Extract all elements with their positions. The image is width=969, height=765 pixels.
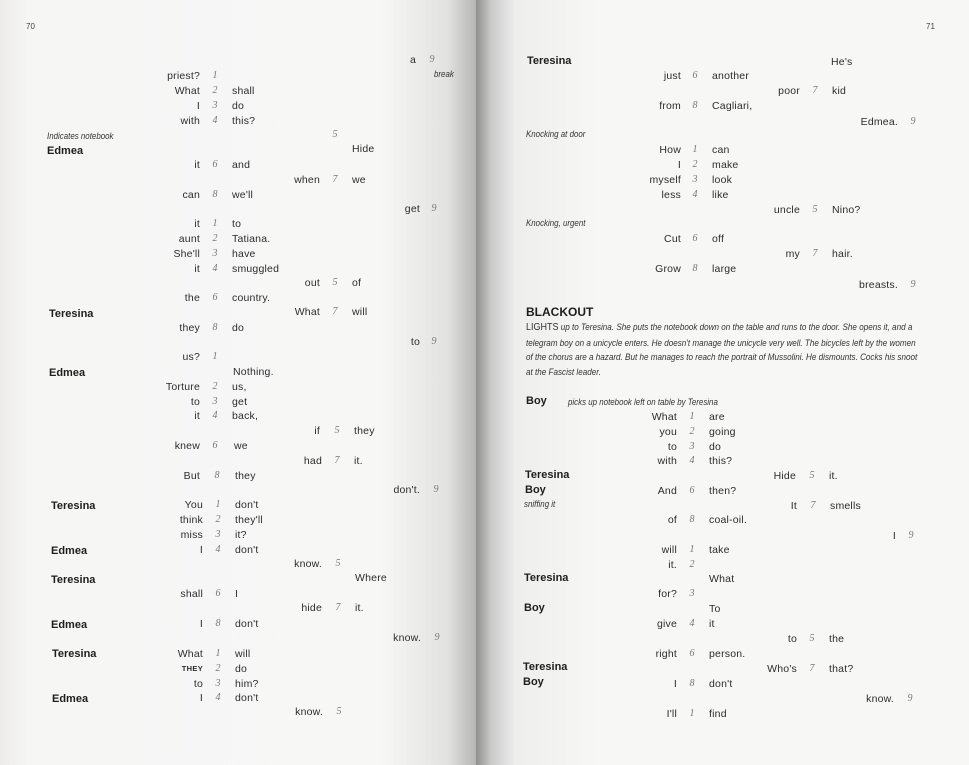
word: What bbox=[177, 648, 203, 660]
word: shall bbox=[232, 85, 255, 97]
line-number: 3 bbox=[215, 678, 221, 689]
left-page bbox=[0, 0, 476, 765]
word: the bbox=[829, 633, 845, 645]
word: know. bbox=[866, 693, 894, 705]
word: a bbox=[410, 54, 417, 66]
word: myself bbox=[649, 174, 681, 186]
line-number: 2 bbox=[689, 426, 695, 437]
word: to bbox=[190, 396, 200, 408]
line-number: 6 bbox=[692, 70, 698, 81]
speaker-name: Teresina bbox=[527, 55, 572, 67]
word: my bbox=[785, 248, 800, 260]
stage-direction: sniffing it bbox=[524, 499, 556, 509]
word: do bbox=[709, 441, 722, 453]
word: How bbox=[659, 144, 681, 156]
word: with bbox=[180, 115, 200, 127]
word: breasts. bbox=[859, 279, 898, 291]
line-number: 7 bbox=[335, 602, 341, 613]
word: smells bbox=[830, 500, 861, 512]
word: had bbox=[303, 455, 322, 467]
word: just bbox=[663, 70, 681, 82]
word: aunt bbox=[178, 233, 200, 245]
line-number: 9 bbox=[907, 693, 913, 704]
word: get bbox=[404, 203, 420, 215]
speaker-name: Edmea bbox=[49, 367, 86, 379]
speaker-name: Teresina bbox=[52, 648, 97, 660]
word: What bbox=[174, 85, 200, 97]
stage-direction: picks up notebook left on table by Teresina bbox=[568, 397, 718, 407]
word: will bbox=[661, 544, 677, 556]
word: country. bbox=[232, 292, 271, 304]
word: like bbox=[712, 189, 729, 201]
word: it? bbox=[235, 529, 247, 541]
word: will bbox=[352, 306, 368, 318]
word: large bbox=[712, 263, 737, 275]
word: right bbox=[655, 648, 677, 660]
word: don't bbox=[235, 618, 259, 630]
line-number: 6 bbox=[215, 588, 221, 599]
line-number: 3 bbox=[689, 588, 695, 599]
speaker-name: Boy bbox=[523, 676, 544, 688]
line-number: 2 bbox=[212, 85, 218, 96]
word: coal-oil. bbox=[709, 514, 747, 526]
word: I bbox=[235, 588, 239, 600]
word: know. bbox=[393, 632, 421, 644]
line-number: 9 bbox=[429, 54, 435, 65]
line-number: 4 bbox=[212, 410, 218, 421]
speaker-name: Boy bbox=[524, 602, 545, 614]
line-number: 3 bbox=[689, 441, 695, 452]
word: do bbox=[232, 322, 245, 334]
word: going bbox=[709, 426, 736, 438]
word: Cagliari, bbox=[712, 100, 753, 112]
word: I bbox=[199, 618, 203, 630]
word: Hide bbox=[352, 143, 375, 155]
scene-heading: BLACKOUT bbox=[526, 305, 594, 319]
word: it bbox=[709, 618, 715, 630]
line-number: 3 bbox=[212, 248, 218, 259]
word: knew bbox=[174, 440, 200, 452]
word: when bbox=[294, 174, 320, 186]
line-number: 7 bbox=[810, 500, 816, 511]
word: they bbox=[235, 470, 256, 482]
line-number: 8 bbox=[214, 470, 220, 481]
word: know. bbox=[295, 706, 323, 718]
word: I bbox=[199, 544, 203, 556]
line-number: 1 bbox=[692, 144, 698, 155]
word: do bbox=[232, 100, 245, 112]
line-number: 7 bbox=[812, 248, 818, 259]
line-number: 6 bbox=[692, 233, 698, 244]
speaker-name: Teresina bbox=[523, 661, 568, 673]
word: I bbox=[892, 530, 896, 542]
line-number: 5 bbox=[332, 277, 338, 288]
speaker-name: Edmea bbox=[51, 619, 88, 631]
line-number: 8 bbox=[689, 514, 695, 525]
line-number: 7 bbox=[332, 306, 338, 317]
line-number: 8 bbox=[215, 618, 221, 629]
word: this? bbox=[232, 115, 256, 127]
word: you bbox=[659, 426, 677, 438]
line-number: 5 bbox=[809, 633, 815, 644]
word: don't bbox=[709, 678, 733, 690]
word: You bbox=[184, 499, 203, 511]
stage-direction-text: up to Teresina. She puts the notebook down on the table and runs to the door. She opens it, and a telegram boy on a unicycle enters. He doesn't manage the unicycle very well. The bicycles left by the women of the chorus are a hazard. But he manages to reach the portrait of Mussolini. He dismounts. Cocks his snoot at the Fascist leader. bbox=[526, 322, 918, 377]
word: it. bbox=[668, 559, 677, 571]
word: us? bbox=[182, 351, 200, 363]
line-number: 1 bbox=[689, 411, 695, 422]
line-number: 7 bbox=[332, 174, 338, 185]
speaker-name: Teresina bbox=[525, 469, 570, 481]
word: give bbox=[656, 618, 677, 630]
word: What bbox=[709, 573, 735, 585]
line-number: 4 bbox=[692, 189, 698, 200]
word: I bbox=[196, 100, 200, 112]
word: person. bbox=[709, 648, 746, 660]
line-number: 1 bbox=[212, 351, 218, 362]
line-number: 1 bbox=[212, 70, 218, 81]
word: have bbox=[232, 248, 256, 260]
word: don't bbox=[235, 692, 259, 704]
line-number: 5 bbox=[812, 204, 818, 215]
line-number: 6 bbox=[212, 159, 218, 170]
word: know. bbox=[294, 558, 322, 570]
stage-direction: break bbox=[434, 69, 454, 79]
lights-cue: LIGHTS bbox=[526, 322, 559, 333]
word: Edmea. bbox=[860, 116, 898, 128]
word: us, bbox=[232, 381, 247, 393]
line-number: 8 bbox=[692, 263, 698, 274]
speaker-name: Teresina bbox=[51, 500, 96, 512]
line-number: 4 bbox=[215, 544, 221, 555]
word: to bbox=[787, 633, 797, 645]
line-number: 1 bbox=[689, 708, 695, 719]
word: make bbox=[712, 159, 739, 171]
line-number: 7 bbox=[812, 85, 818, 96]
word: priest? bbox=[167, 70, 200, 82]
word: back, bbox=[232, 410, 259, 422]
word: off bbox=[712, 233, 725, 245]
line-number: 3 bbox=[692, 174, 698, 185]
word: with bbox=[657, 455, 677, 467]
line-number: 3 bbox=[212, 396, 218, 407]
speaker-name: Boy bbox=[526, 395, 547, 407]
word: to bbox=[193, 678, 203, 690]
word: uncle bbox=[773, 204, 800, 216]
word: from bbox=[659, 100, 681, 112]
word: for? bbox=[658, 588, 677, 600]
line-number: 5 bbox=[332, 129, 338, 140]
word: He's bbox=[831, 56, 853, 68]
word: But bbox=[183, 470, 200, 482]
word: hair. bbox=[832, 248, 853, 260]
line-number: 9 bbox=[910, 279, 916, 290]
line-number: 6 bbox=[689, 648, 695, 659]
word: Hide bbox=[773, 470, 796, 482]
line-number: 1 bbox=[212, 218, 218, 229]
word: take bbox=[709, 544, 730, 556]
line-number: 8 bbox=[212, 189, 218, 200]
word: shall bbox=[180, 588, 203, 600]
line-number: 3 bbox=[212, 100, 218, 111]
line-number: 1 bbox=[215, 499, 221, 510]
word: find bbox=[709, 708, 727, 720]
line-number: 4 bbox=[215, 692, 221, 703]
speaker-name: Teresina bbox=[524, 572, 569, 584]
word: to bbox=[667, 441, 677, 453]
line-number: 7 bbox=[334, 455, 340, 466]
word: What bbox=[651, 411, 677, 423]
word: get bbox=[232, 396, 248, 408]
line-number: 9 bbox=[431, 336, 437, 347]
word: kid bbox=[832, 85, 847, 97]
word: To bbox=[709, 603, 721, 615]
word: What bbox=[294, 306, 320, 318]
stage-direction: Knocking at door bbox=[526, 129, 586, 139]
word: it bbox=[194, 218, 200, 230]
stage-direction: Knocking, urgent bbox=[526, 218, 586, 228]
line-number: 4 bbox=[212, 263, 218, 274]
word: it bbox=[194, 410, 200, 422]
word: Nino? bbox=[832, 204, 861, 216]
word: to bbox=[410, 336, 420, 348]
word: will bbox=[235, 648, 251, 660]
speaker-name: Edmea bbox=[51, 545, 88, 557]
speaker-name: Teresina bbox=[51, 574, 96, 586]
line-number: 5 bbox=[335, 558, 341, 569]
word: it. bbox=[829, 470, 838, 482]
line-number: 2 bbox=[215, 663, 221, 674]
speaker-name: Teresina bbox=[49, 308, 94, 320]
speaker-name: Boy bbox=[525, 484, 546, 496]
speaker-name: Edmea bbox=[47, 145, 84, 157]
word: Cut bbox=[664, 233, 681, 245]
word: they bbox=[354, 425, 375, 437]
line-number: 4 bbox=[689, 455, 695, 466]
word: out bbox=[304, 277, 320, 289]
word: don't. bbox=[393, 484, 420, 496]
page-number-left: 70 bbox=[26, 22, 35, 31]
word: if bbox=[314, 425, 320, 437]
word: can bbox=[182, 189, 200, 201]
right-page bbox=[476, 0, 969, 765]
word: we bbox=[234, 440, 248, 452]
word: Nothing. bbox=[233, 366, 274, 378]
word: him? bbox=[235, 678, 259, 690]
word: Tatiana. bbox=[232, 233, 271, 245]
word: it. bbox=[354, 455, 363, 467]
word: It bbox=[790, 500, 797, 512]
word: look bbox=[712, 174, 733, 186]
word: don't bbox=[235, 544, 259, 556]
line-number: 8 bbox=[689, 678, 695, 689]
word: it. bbox=[355, 602, 364, 614]
line-number: 6 bbox=[212, 292, 218, 303]
word: less bbox=[661, 189, 681, 201]
word: think bbox=[179, 514, 203, 526]
line-number: 8 bbox=[692, 100, 698, 111]
word: they'll bbox=[235, 514, 263, 526]
word: are bbox=[709, 411, 725, 423]
speaker-name: Edmea bbox=[52, 693, 89, 705]
word: Grow bbox=[655, 263, 681, 275]
word: it bbox=[194, 159, 200, 171]
line-number: 9 bbox=[908, 530, 914, 541]
word: And bbox=[657, 485, 677, 497]
word: miss bbox=[180, 529, 203, 541]
word: this? bbox=[709, 455, 733, 467]
line-number: 3 bbox=[215, 529, 221, 540]
word: another bbox=[712, 70, 750, 82]
word: don't bbox=[235, 499, 259, 511]
word: Where bbox=[355, 572, 387, 584]
line-number: 2 bbox=[692, 159, 698, 170]
line-number: 2 bbox=[212, 233, 218, 244]
line-number: 5 bbox=[336, 706, 342, 717]
line-number: 2 bbox=[689, 559, 695, 570]
line-number: 1 bbox=[215, 648, 221, 659]
word: of bbox=[352, 277, 362, 289]
word: it bbox=[194, 263, 200, 275]
word: smuggled bbox=[232, 263, 280, 275]
word: I bbox=[677, 159, 681, 171]
line-number: 5 bbox=[334, 425, 340, 436]
word: then? bbox=[709, 485, 737, 497]
word: the bbox=[184, 292, 200, 304]
word: that? bbox=[829, 663, 854, 675]
line-number: 7 bbox=[809, 663, 815, 674]
line-number: 9 bbox=[434, 632, 440, 643]
line-number: 9 bbox=[431, 203, 437, 214]
word: and bbox=[232, 159, 251, 171]
line-number: 9 bbox=[433, 484, 439, 495]
line-number: 8 bbox=[212, 322, 218, 333]
word: can bbox=[712, 144, 730, 156]
line-number: 4 bbox=[689, 618, 695, 629]
word: they bbox=[179, 322, 200, 334]
stage-direction: Indicates notebook bbox=[47, 131, 114, 141]
word: She'll bbox=[173, 248, 200, 260]
word: do bbox=[235, 663, 248, 675]
word: Torture bbox=[165, 381, 200, 393]
page-number-right: 71 bbox=[926, 22, 935, 31]
line-number: 5 bbox=[809, 470, 815, 481]
line-number: 2 bbox=[212, 381, 218, 392]
word: we'll bbox=[232, 189, 254, 201]
line-number: 4 bbox=[212, 115, 218, 126]
line-number: 6 bbox=[689, 485, 695, 496]
stage-direction-paragraph bbox=[526, 320, 922, 379]
word: I bbox=[673, 678, 677, 690]
word: I bbox=[199, 692, 203, 704]
word: we bbox=[352, 174, 366, 186]
word: THEY bbox=[181, 664, 203, 673]
word: poor bbox=[778, 85, 800, 97]
line-number: 6 bbox=[212, 440, 218, 451]
line-number: 1 bbox=[689, 544, 695, 555]
word: of bbox=[667, 514, 677, 526]
word: Who's bbox=[767, 663, 797, 675]
line-number: 9 bbox=[910, 116, 916, 127]
word: I'll bbox=[666, 708, 677, 720]
word: hide bbox=[301, 602, 322, 614]
word: to bbox=[232, 218, 242, 230]
line-number: 2 bbox=[215, 514, 221, 525]
